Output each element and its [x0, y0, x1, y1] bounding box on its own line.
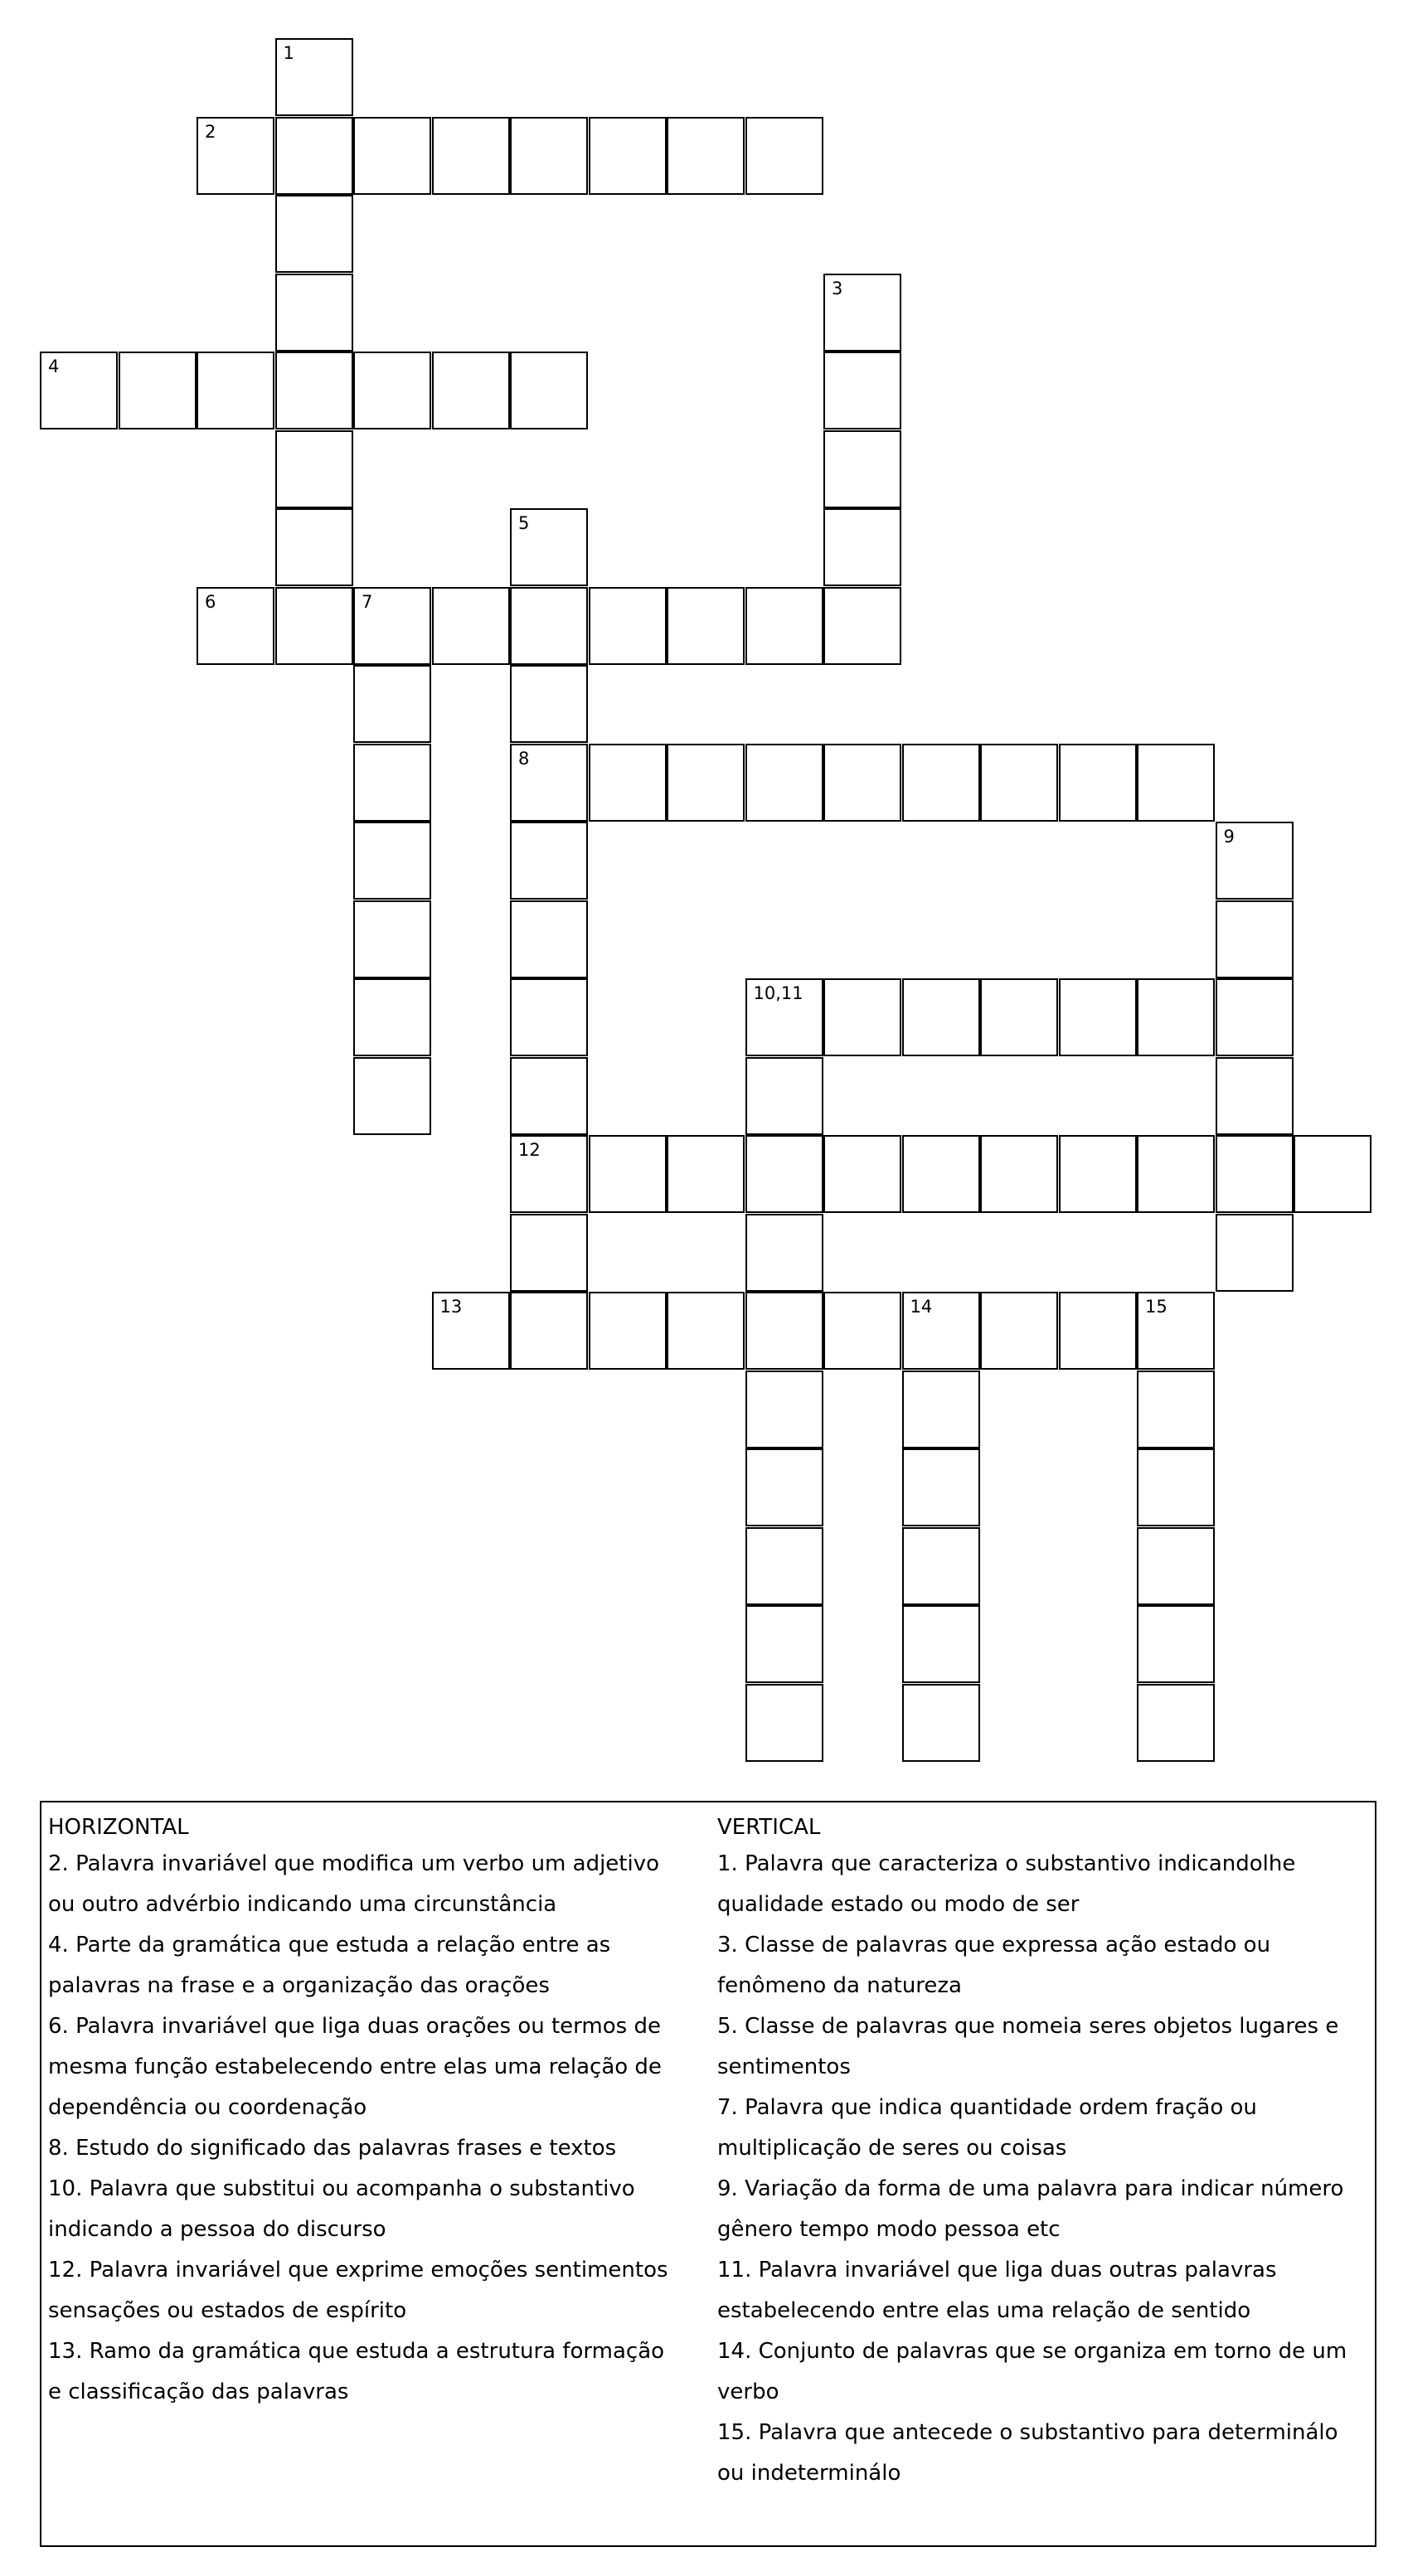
crossword-cell[interactable] — [667, 744, 745, 822]
crossword-cell[interactable] — [40, 352, 118, 429]
crossword-cell[interactable] — [745, 1214, 823, 1292]
cell-number: 2 — [205, 121, 216, 142]
cell-number: 8 — [518, 748, 530, 769]
crossword-cell[interactable] — [510, 1057, 588, 1135]
crossword-cell[interactable] — [432, 1292, 510, 1370]
crossword-cell[interactable] — [1137, 1135, 1215, 1213]
crossword-cell[interactable] — [1216, 1214, 1294, 1292]
clue-line: 8. Estudo do significado das palavras frases e textos — [48, 2136, 617, 2161]
crossword-cell[interactable] — [1137, 1292, 1215, 1370]
crossword-cell[interactable] — [1137, 1527, 1215, 1605]
crossword-cell[interactable] — [275, 117, 353, 195]
clue-line: e classificação das palavras — [48, 2380, 349, 2404]
crossword-cell[interactable] — [275, 587, 353, 665]
crossword-cell[interactable] — [902, 1292, 980, 1370]
crossword-cell[interactable] — [823, 1135, 901, 1213]
crossword-cell[interactable] — [510, 978, 588, 1056]
crossword-cell[interactable] — [1216, 1057, 1294, 1135]
cell-number: 3 — [832, 278, 843, 298]
crossword-cell[interactable] — [667, 1135, 745, 1213]
crossword-cell[interactable] — [1137, 978, 1215, 1056]
crossword-cell[interactable] — [275, 274, 353, 352]
horizontal-clues — [48, 1811, 703, 2413]
cell-number: 4 — [48, 357, 60, 376]
crossword-cell[interactable] — [197, 587, 274, 665]
clue-line: 12. Palavra invariável que exprime emoções sentimentos — [48, 2258, 668, 2283]
crossword-cell[interactable] — [1059, 1292, 1137, 1370]
crossword-cell[interactable] — [745, 1684, 823, 1762]
crossword-cell[interactable] — [510, 822, 588, 900]
crossword-cell[interactable] — [432, 117, 510, 195]
crossword-cell[interactable] — [510, 117, 588, 195]
crossword-cell[interactable] — [353, 744, 431, 822]
clue-line: gênero tempo modo pessoa etc — [717, 2217, 1061, 2242]
crossword-cell[interactable] — [902, 1370, 980, 1448]
crossword-cell[interactable] — [745, 587, 823, 665]
crossword-cell[interactable] — [902, 1605, 980, 1683]
crossword-cell[interactable] — [353, 117, 431, 195]
clue-line: palavras na frase e a organização das orações — [48, 1973, 550, 1998]
crossword-cell[interactable] — [275, 195, 353, 273]
crossword-cell[interactable] — [510, 1135, 588, 1213]
crossword-cell[interactable] — [510, 744, 588, 822]
crossword-cell[interactable] — [902, 1527, 980, 1605]
crossword-cell[interactable] — [1137, 1684, 1215, 1762]
clue-line: fenômeno da natureza — [717, 1973, 962, 1998]
crossword-cell[interactable] — [745, 1135, 823, 1213]
crossword-cell[interactable] — [902, 1684, 980, 1762]
crossword-cell[interactable] — [353, 978, 431, 1056]
crossword-cell[interactable] — [589, 117, 667, 195]
crossword-cell[interactable] — [275, 430, 353, 508]
clue-line: 1. Palavra que caracteriza o substantivo indicandolhe — [717, 1851, 1296, 1876]
crossword-cell[interactable] — [1294, 1135, 1371, 1213]
crossword-cell[interactable] — [902, 1135, 980, 1213]
crossword-cell[interactable] — [823, 744, 901, 822]
cell-number: 5 — [518, 513, 530, 533]
clue-line: 11. Palavra invariável que liga duas outras palavras — [717, 2258, 1277, 2283]
clues-box — [40, 1801, 1376, 2547]
crossword-cell[interactable] — [353, 587, 431, 665]
clue-line: multiplicação de seres ou coisas — [717, 2136, 1067, 2161]
crossword-cell[interactable] — [432, 352, 510, 429]
crossword-cell[interactable] — [745, 744, 823, 822]
crossword-cell[interactable] — [1137, 1448, 1215, 1526]
crossword-cell[interactable] — [980, 744, 1058, 822]
clue-line: qualidade estado ou modo de ser — [717, 1892, 1080, 1917]
crossword-cell[interactable] — [197, 117, 274, 195]
crossword-cell[interactable] — [432, 587, 510, 665]
clue-line: 15. Palavra que antecede o substantivo para determinálo — [717, 2420, 1338, 2445]
clue-line: 14. Conjunto de palavras que se organiza em torno de um — [717, 2339, 1347, 2364]
cell-number: 10,11 — [753, 983, 803, 1003]
crossword-cell[interactable] — [1216, 822, 1294, 900]
crossword-cell[interactable] — [980, 978, 1058, 1056]
cell-number: 6 — [205, 591, 216, 612]
crossword-cell[interactable] — [902, 744, 980, 822]
cell-number: 1 — [283, 43, 294, 63]
crossword-cell[interactable] — [823, 978, 901, 1056]
vertical-heading: VERTICAL — [717, 1815, 821, 1840]
crossword-cell[interactable] — [353, 665, 431, 743]
crossword-cell[interactable] — [1059, 978, 1137, 1056]
clue-line: 3. Classe de palavras que expressa ação estado ou — [717, 1933, 1271, 1957]
crossword-cell[interactable] — [510, 508, 588, 586]
cell-number: 12 — [518, 1140, 541, 1160]
crossword-cell[interactable] — [1216, 978, 1294, 1056]
crossword-cell[interactable] — [353, 1057, 431, 1135]
crossword-cell[interactable] — [353, 900, 431, 978]
crossword-cell[interactable] — [353, 822, 431, 900]
clue-line: dependência ou coordenação — [48, 2095, 367, 2120]
crossword-cell[interactable] — [1137, 1370, 1215, 1448]
cell-number: 14 — [910, 1297, 933, 1317]
crossword-cell[interactable] — [510, 900, 588, 978]
crossword-cell[interactable] — [823, 352, 901, 429]
crossword-cell[interactable] — [902, 978, 980, 1056]
clue-line: verbo — [717, 2380, 779, 2404]
crossword-cell[interactable] — [823, 274, 901, 352]
cell-number: 7 — [362, 591, 373, 612]
crossword-cell[interactable] — [1137, 744, 1215, 822]
crossword-cell[interactable] — [510, 665, 588, 743]
crossword-cell[interactable] — [745, 978, 823, 1056]
crossword-cell[interactable] — [823, 587, 901, 665]
vertical-clues — [717, 1811, 1372, 2494]
crossword-cell[interactable] — [1216, 1135, 1294, 1213]
crossword-cell[interactable] — [667, 587, 745, 665]
crossword-cell[interactable] — [667, 117, 745, 195]
crossword-cell[interactable] — [823, 1292, 901, 1370]
crossword-cell[interactable] — [980, 1292, 1058, 1370]
crossword-cell[interactable] — [510, 1292, 588, 1370]
crossword-cell[interactable] — [589, 744, 667, 822]
cell-number: 13 — [439, 1297, 463, 1317]
crossword-cell[interactable] — [353, 352, 431, 429]
clue-line: mesma função estabelecendo entre elas uma relação de — [48, 2054, 662, 2079]
crossword-cell[interactable] — [745, 1370, 823, 1448]
crossword-cell[interactable] — [197, 352, 274, 429]
crossword-cell[interactable] — [510, 352, 588, 429]
clue-line: ou outro advérbio indicando uma circunstância — [48, 1892, 557, 1917]
clue-line: sentimentos — [717, 2054, 851, 2079]
crossword-cell[interactable] — [745, 1527, 823, 1605]
clue-line: sensações ou estados de espírito — [48, 2298, 407, 2323]
clue-line: ou indeterminálo — [717, 2461, 901, 2486]
crossword-cell[interactable] — [510, 1214, 588, 1292]
crossword-cell[interactable] — [745, 1605, 823, 1683]
crossword-cell[interactable] — [745, 1057, 823, 1135]
crossword-cell[interactable] — [745, 117, 823, 195]
crossword-cell[interactable] — [1216, 900, 1294, 978]
crossword-cell[interactable] — [1137, 1605, 1215, 1683]
crossword-cell[interactable] — [275, 508, 353, 586]
crossword-cell[interactable] — [510, 587, 588, 665]
crossword-cell[interactable] — [823, 508, 901, 586]
crossword-cell[interactable] — [1059, 744, 1137, 822]
crossword-cell[interactable] — [275, 352, 353, 429]
clue-line: 13. Ramo da gramática que estuda a estrutura formação — [48, 2339, 665, 2364]
clue-line: 6. Palavra invariável que liga duas orações ou termos de — [48, 2014, 661, 2039]
clue-line: 7. Palavra que indica quantidade ordem fração ou — [717, 2095, 1257, 2120]
clue-line: 10. Palavra que substitui ou acompanha o substantivo — [48, 2176, 635, 2201]
clue-line: indicando a pessoa do discurso — [48, 2217, 386, 2242]
clue-line: 4. Parte da gramática que estuda a relação entre as — [48, 1933, 611, 1957]
crossword-cell[interactable] — [745, 1448, 823, 1526]
crossword-cell[interactable] — [823, 430, 901, 508]
horizontal-heading: HORIZONTAL — [48, 1815, 189, 1840]
cell-number: 9 — [1223, 827, 1235, 847]
crossword-cell[interactable] — [589, 1135, 667, 1213]
crossword-cell[interactable] — [275, 38, 353, 116]
clue-line: 2. Palavra invariável que modifica um verbo um adjetivo — [48, 1851, 660, 1876]
crossword-cell[interactable] — [589, 587, 667, 665]
clue-line: 9. Variação da forma de uma palavra para indicar número — [717, 2176, 1344, 2201]
clue-line: 5. Classe de palavras que nomeia seres objetos lugares e — [717, 2014, 1339, 2039]
crossword-cell[interactable] — [667, 1292, 745, 1370]
crossword-cell[interactable] — [1059, 1135, 1137, 1213]
clue-line: estabelecendo entre elas uma relação de sentido — [717, 2298, 1251, 2323]
crossword-cell[interactable] — [902, 1448, 980, 1526]
crossword-cell[interactable] — [980, 1135, 1058, 1213]
crossword-cell[interactable] — [745, 1292, 823, 1370]
cell-number: 15 — [1145, 1297, 1168, 1317]
crossword-cell[interactable] — [589, 1292, 667, 1370]
crossword-cell[interactable] — [119, 352, 197, 429]
